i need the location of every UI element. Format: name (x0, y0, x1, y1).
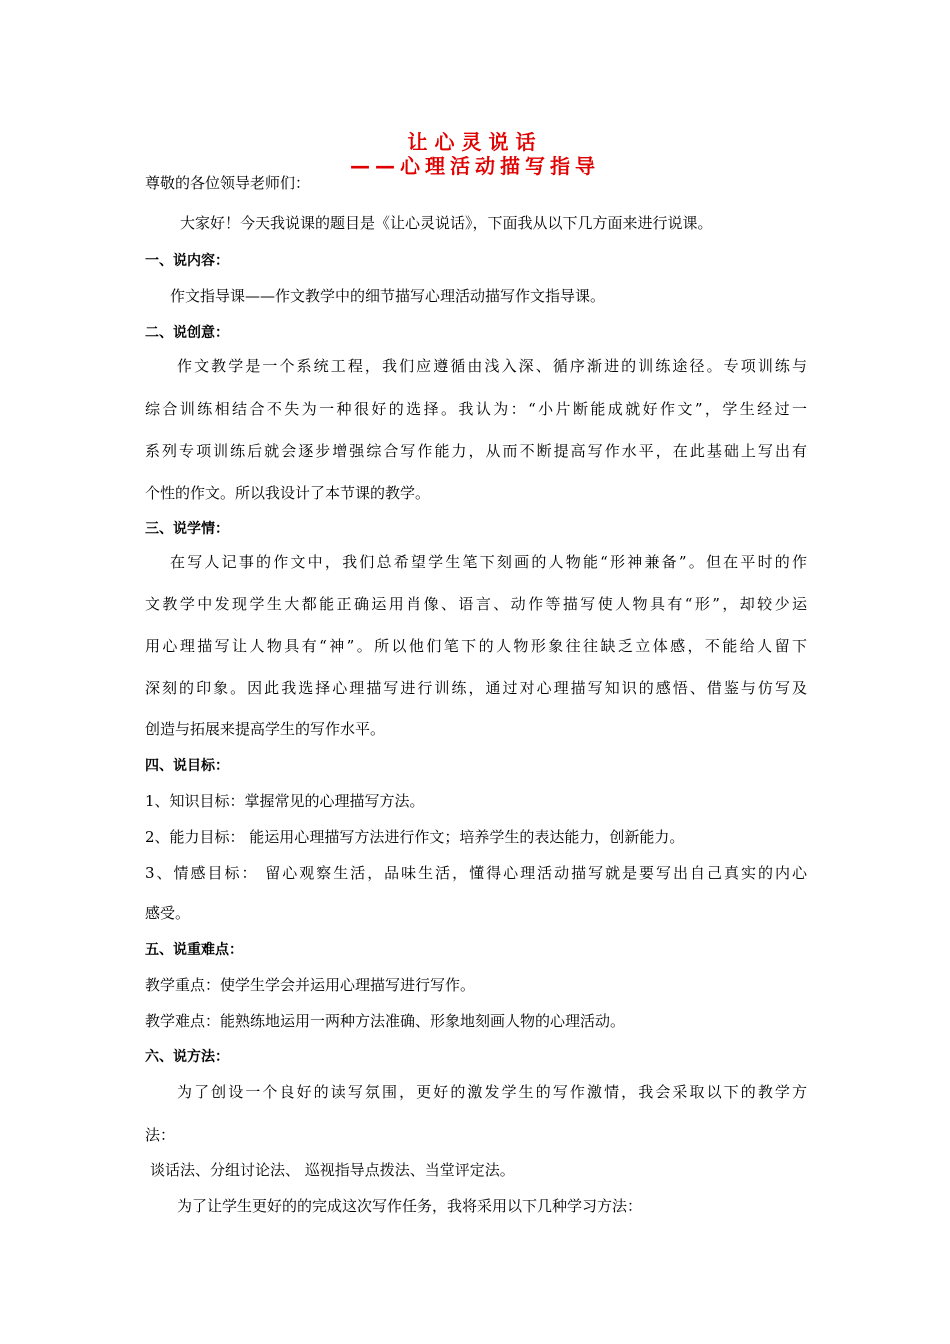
methods-line-1: 为了创设一个良好的读写氛围，更好的激发学生的写作激情，我会采取以下的教学方 (177, 1083, 807, 1101)
intro-paragraph: 大家好！今天我说课的题目是《让心灵说话》，下面我从以下几方面来进行说课。 (180, 214, 713, 232)
document-subtitle: ——心理活动描写指导 (350, 154, 600, 178)
students-line-1: 在写人记事的作文中，我们总希望学生笔下刻画的人物能“形神兼备”。但在平时的作 (170, 553, 807, 571)
content-paragraph: 作文指导课——作文教学中的细节描写心理活动描写作文指导课。 (170, 287, 606, 305)
creativity-line-4: 个性的作文。所以我设计了本节课的教学。 (145, 484, 431, 502)
difficult-point: 教学难点：能熟练地运用一两种方法准确、形象地刻画人物的心理活动。 (145, 1012, 626, 1030)
goal-knowledge: 1、知识目标：掌握常见的心理描写方法。 (145, 792, 425, 810)
key-point: 教学重点：使学生学会并运用心理描写进行写作。 (145, 976, 476, 994)
creativity-line-2: 综合训练相结合不失为一种很好的选择。我认为：“小片断能成就好作文”，学生经过一 (145, 400, 807, 418)
section-heading-creativity: 二、说创意： (145, 325, 229, 341)
section-heading-goals: 四、说目标： (145, 758, 229, 774)
section-heading-methods: 六、说方法： (145, 1049, 229, 1065)
methods-line-4: 为了让学生更好的的完成这次写作任务，我将采用以下几种学习方法： (177, 1197, 643, 1215)
creativity-line-3: 系列专项训练后就会逐步增强综合写作能力，从而不断提高写作水平，在此基础上写出有 (145, 442, 807, 460)
creativity-line-1: 作文教学是一个系统工程，我们应遵循由浅入深、循序渐进的训练途径。专项训练与 (177, 357, 807, 375)
section-heading-keypoints: 五、说重难点： (145, 942, 243, 958)
students-line-2: 文教学中发现学生大都能正确运用肖像、语言、动作等描写使人物具有“形”，却较少运 (145, 595, 807, 613)
document-title: 让心灵说话 (407, 130, 543, 154)
students-line-5: 创造与拓展来提高学生的写作水平。 (145, 720, 386, 738)
section-heading-students: 三、说学情： (145, 521, 229, 537)
greeting: 尊敬的各位领导老师们： (145, 174, 311, 192)
goal-ability: 2、能力目标： 能运用心理描写方法进行作文；培养学生的表达能力，创新能力。 (145, 828, 685, 846)
students-line-4: 深刻的印象。因此我选择心理描写进行训练，通过对心理描写知识的感悟、借鉴与仿写及 (145, 679, 807, 697)
methods-line-2: 法： (145, 1126, 176, 1144)
goal-emotion-line-1: 3、情感目标： 留心观察生活，品味生活，懂得心理活动描写就是要写出自己真实的内心 (145, 864, 807, 882)
section-heading-content: 一、说内容： (145, 253, 229, 269)
students-line-3: 用心理描写让人物具有“神”。所以他们笔下的人物形象往往缺乏立体感，不能给人留下 (145, 637, 807, 655)
goal-emotion-line-2: 感受。 (145, 904, 191, 922)
teaching-methods-list: 谈话法、分组讨论法、 巡视指导点拨法、当堂评定法。 (150, 1161, 515, 1179)
